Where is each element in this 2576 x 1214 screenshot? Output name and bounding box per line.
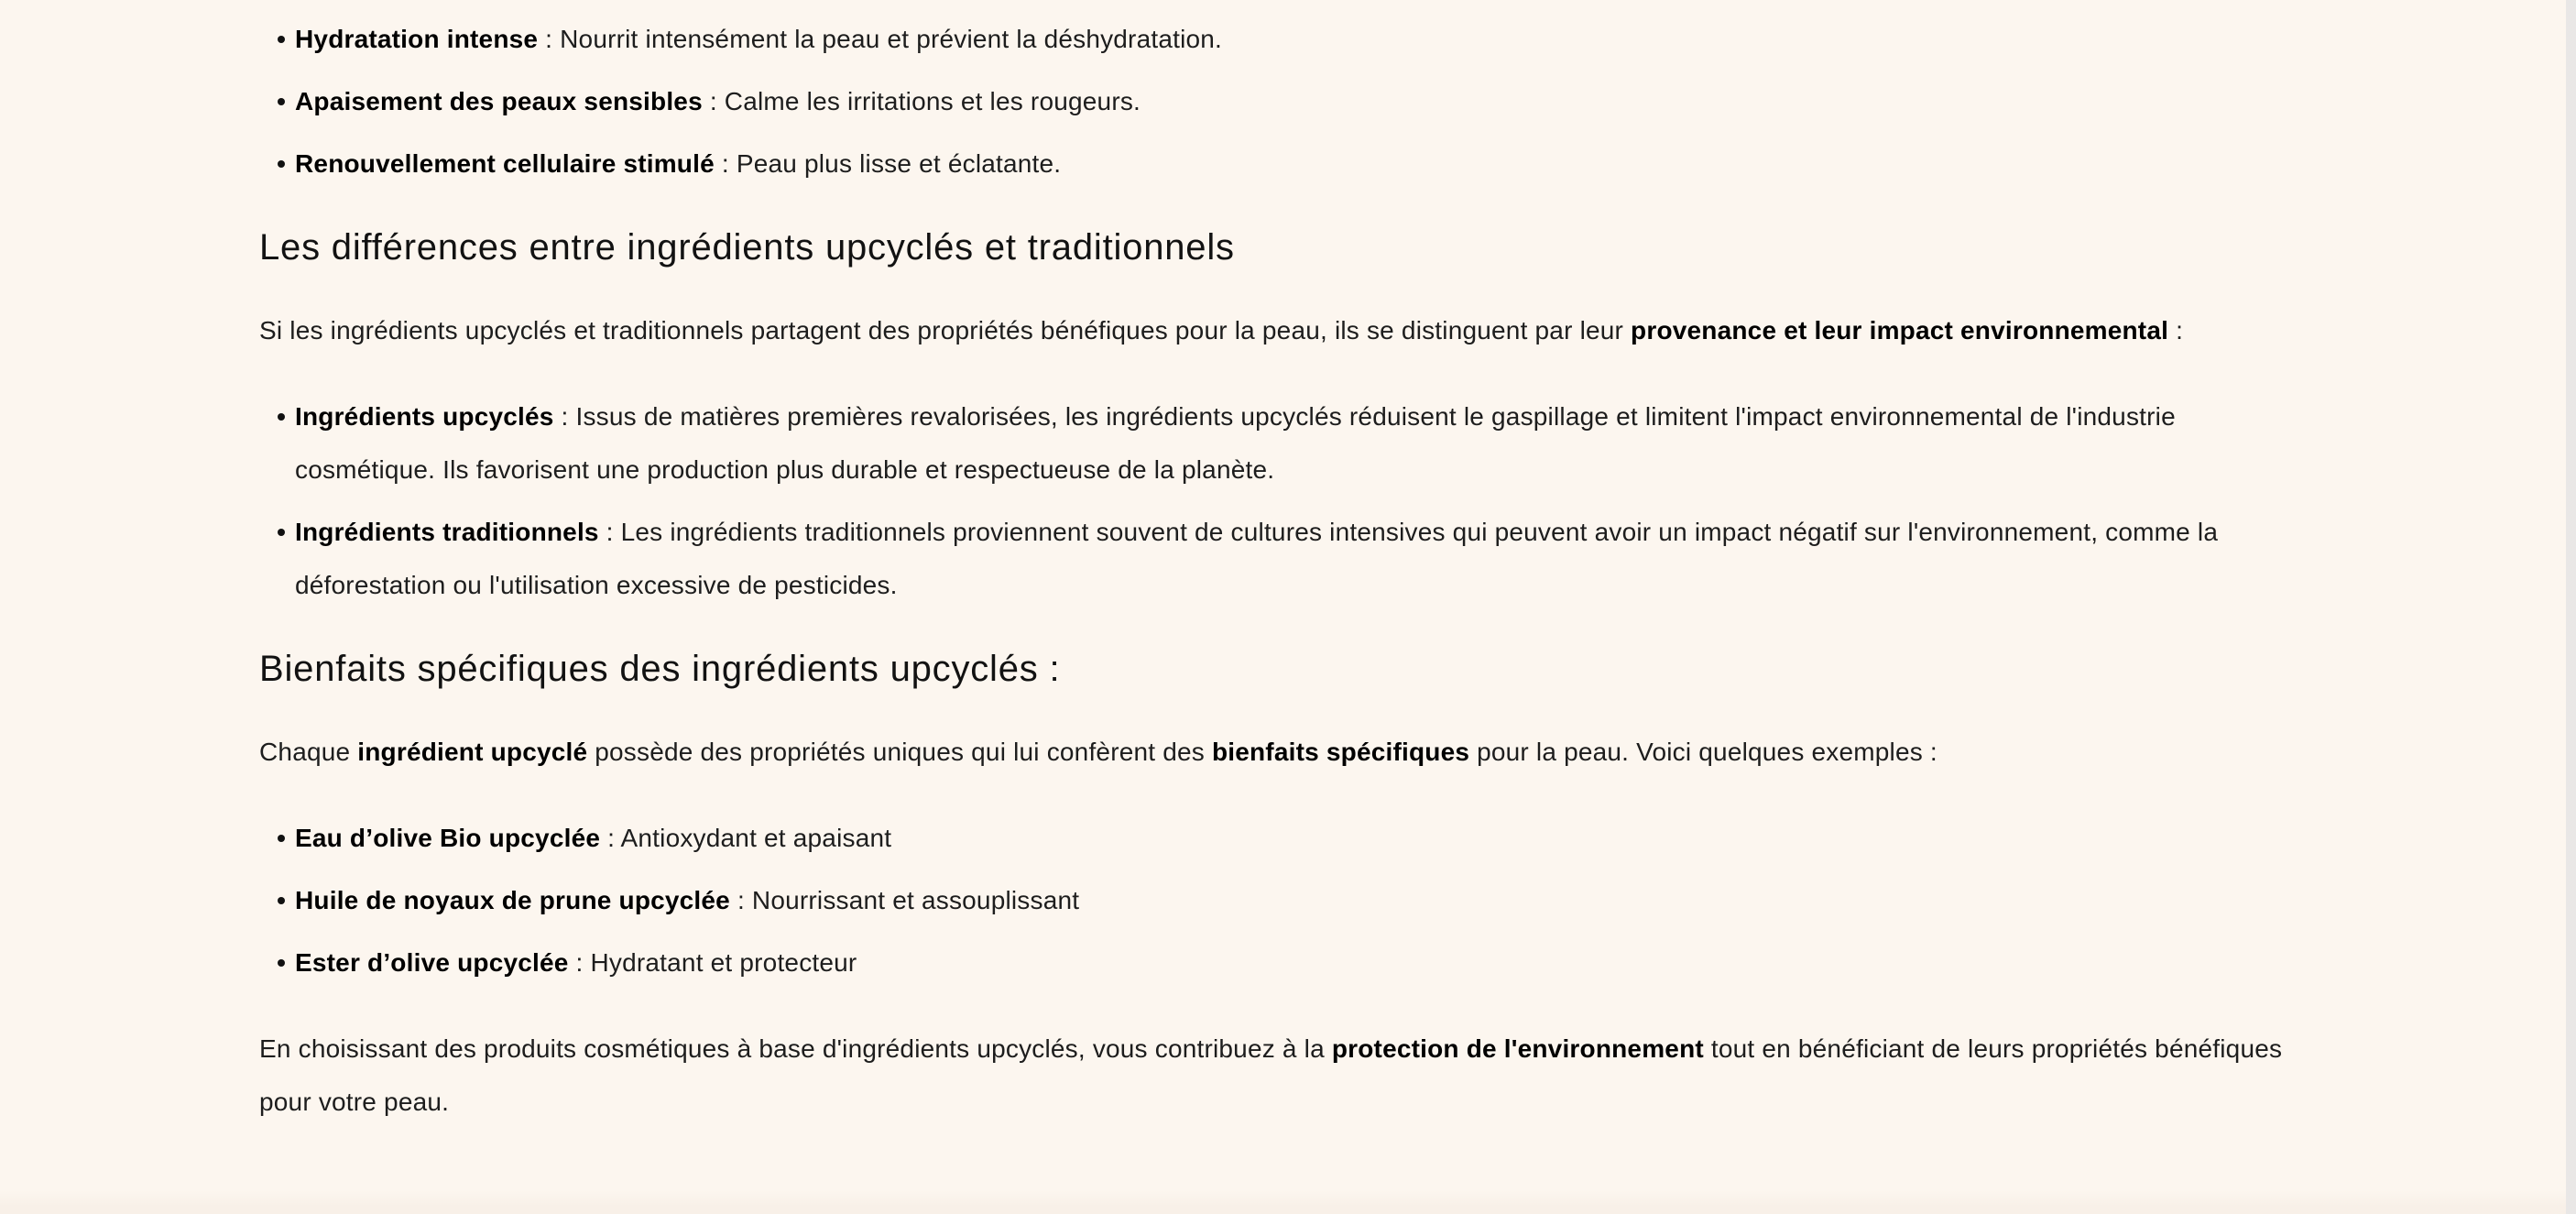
list-item <box>295 137 2320 191</box>
differences-bullet-list <box>259 390 2320 612</box>
list-item <box>295 13 2320 66</box>
list-item <box>295 812 2320 865</box>
list-item-text: Apaisement des peaux sensibles : Calme les irritations et les rougeurs. <box>295 87 1141 115</box>
section-divider-strip <box>0 1190 2566 1214</box>
examples-bullet-list <box>259 812 2320 990</box>
list-item <box>295 390 2320 497</box>
list-item-text: Eau d’olive Bio upcyclée : Antioxydant et apaisant <box>295 824 892 852</box>
list-item-text: Huile de noyaux de prune upcyclée : Nourrissant et assouplissant <box>295 886 1080 914</box>
list-item <box>295 75 2320 128</box>
list-item <box>295 874 2320 927</box>
scrollbar[interactable] <box>2566 0 2576 1214</box>
list-item-text: Ingrédients traditionnels : Les ingrédients traditionnels proviennent souvent de cultures intensives qui peuvent avoir un impact négatif sur l'environnement, comme la déforestation ou l'utilisation excessive de pesticides. <box>295 518 2219 599</box>
heading-benefits: Bienfaits spécifiques des ingrédients upcyclés : <box>259 649 1061 689</box>
differences-intro-paragraph: Si les ingrédients upcyclés et traditionnels partagent des propriétés bénéfiques pour la peau, ils se distinguent par leur provenance et leur impact environnemental : <box>259 316 2184 345</box>
article-body <box>259 0 2320 1162</box>
list-item-text: Renouvellement cellulaire stimulé : Peau plus lisse et éclatante. <box>295 149 1062 178</box>
list-item-text: Ester d’olive upcyclée : Hydratant et protecteur <box>295 948 857 977</box>
benefits-intro-paragraph: Chaque ingrédient upcyclé possède des propriétés uniques qui lui confèrent des bienfaits spécifiques pour la peau. Voici quelques exemples : <box>259 738 1937 766</box>
benefits-bullet-list <box>259 13 2320 191</box>
conclusion-paragraph: En choisissant des produits cosmétiques à base d'ingrédients upcyclés, vous contribuez à la protection de l'environnement tout en bénéficiant de leurs propriétés bénéfiques pour votre peau. <box>259 1034 2283 1116</box>
list-item-text: Ingrédients upcyclés : Issus de matières premières revalorisées, les ingrédients upcyclés réduisent le gaspillage et limitent l'impact environnemental de l'industrie cosmétique. Ils favorisent une production plus durable et respectueuse de la planète. <box>295 402 2176 484</box>
list-item-text: Hydratation intense : Nourrit intensément la peau et prévient la déshydratation. <box>295 25 1223 53</box>
list-item <box>295 936 2320 990</box>
heading-differences: Les différences entre ingrédients upcyclés et traditionnels <box>259 227 1235 268</box>
list-item <box>295 506 2320 612</box>
